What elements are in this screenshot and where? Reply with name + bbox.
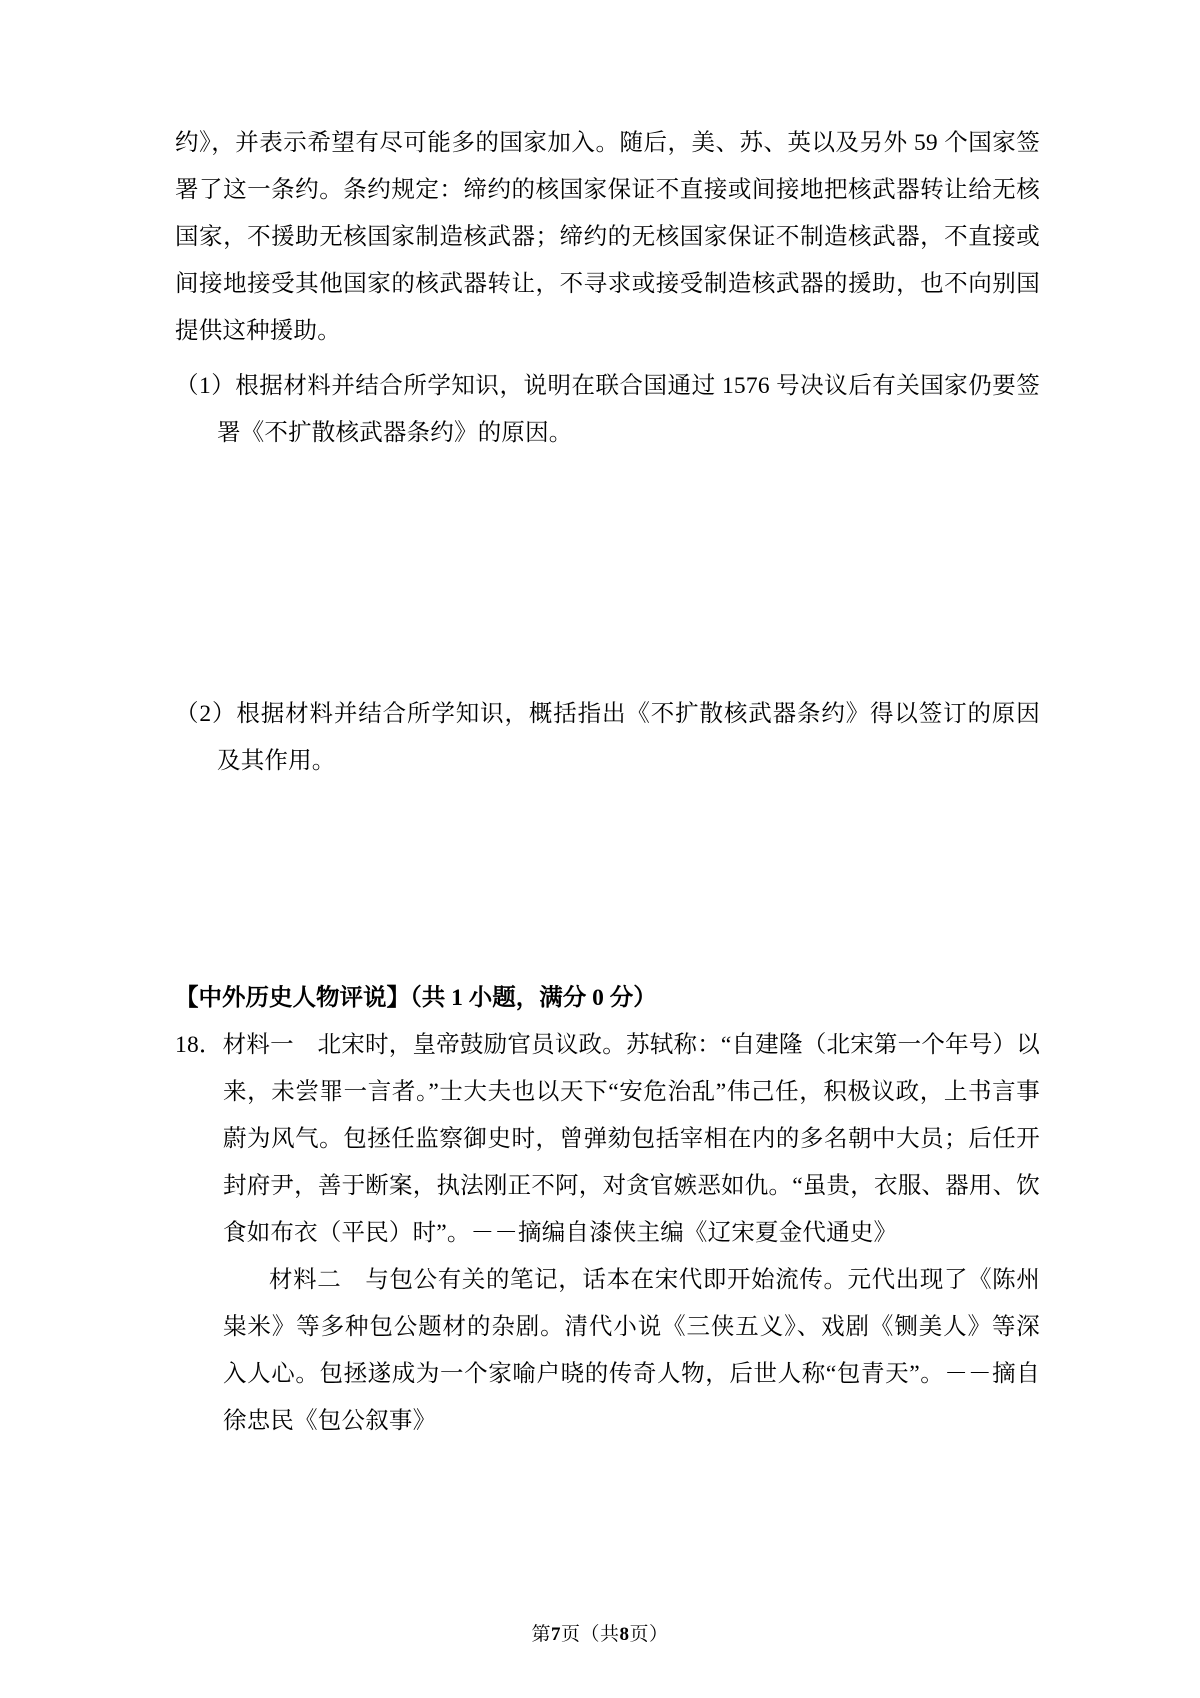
question-1-block	[175, 363, 1040, 457]
footer-middle: 页（共	[560, 1624, 620, 1645]
answer-space-2	[175, 785, 1040, 975]
footer-total-pages: 8	[619, 1624, 630, 1645]
paragraph-continued: 约》，并表示希望有尽可能多的国家加入。随后，美、苏、英以及另外 59 个国家签署了这一条约。条约规定：缔约的核国家保证不直接或间接地把核武器转让给无核国家，不援助无核国家制造核武器；缔约的无核国家保证不制造核武器，不直接或间接地接受其他国家的核武器转让，不寻求或接受制造核武器的援助，也不向别国提供这种援助。	[175, 130, 1040, 344]
item-18-material-1: 18．材料一 北宋时，皇帝鼓励官员议政。苏轼称：“自建隆（北宋第一个年号）以来，未尝罪一言者。”士大夫也以天下“安危治乱”伟己任，积极议政，上书言事蔚为风气。包拯任监察御史时，曾弹劾包括宰相在内的多名朝中大员；后任开封府尹，善于断案，执法刚正不阿，对贪官嫉恶如仇。“虽贵，衣服、器用、饮食如布衣（平民）时”。－－摘编自漆侠主编《辽宋夏金代通史》	[175, 1032, 1040, 1246]
question-1-text: （1）根据材料并结合所学知识，说明在联合国通过 1576 号决议后有关国家仍要签署《不扩散核武器条约》的原因。	[175, 373, 1040, 446]
section-heading: 【中外历史人物评说】（共 1 小题，满分 0 分）	[175, 985, 657, 1011]
footer-suffix: 页）	[629, 1624, 669, 1645]
question-2-text: （2）根据材料并结合所学知识，概括指出《不扩散核武器条约》得以签订的原因及其作用。	[175, 701, 1040, 774]
answer-space-1	[175, 457, 1040, 683]
item-18-material-2: 材料二 与包公有关的笔记，话本在宋代即开始流传。元代出现了《陈州粜米》等多种包公题材的杂剧。清代小说《三侠五义》、戏剧《铡美人》等深入人心。包拯遂成为一个家喻户晓的传奇人物，后世人称“包青天”。－－摘自徐忠民《包公叙事》	[223, 1267, 1040, 1434]
footer-prefix: 第	[531, 1624, 551, 1645]
page-footer	[0, 1619, 1200, 1646]
question-2-block	[175, 691, 1040, 785]
footer-current-page: 7	[550, 1624, 561, 1645]
